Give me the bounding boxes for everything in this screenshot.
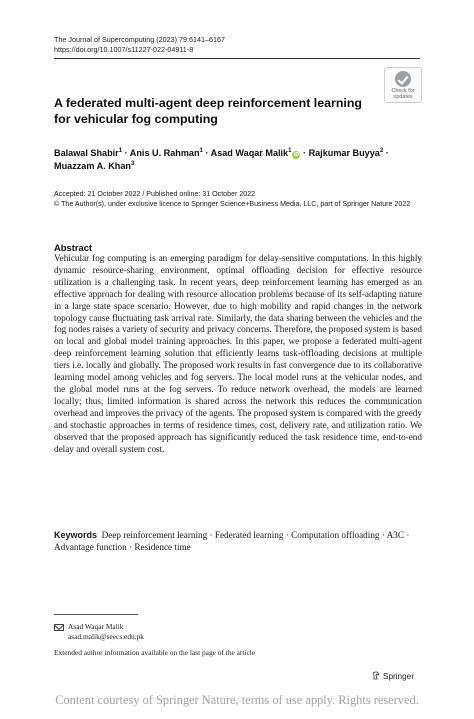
author-separator: ·	[202, 148, 211, 158]
author-affiliation: 1	[199, 147, 203, 154]
author-affiliation: 3	[130, 160, 135, 167]
author-separator: ·	[122, 148, 130, 158]
author-list	[54, 147, 424, 172]
springer-horse-icon	[372, 671, 380, 680]
author-name[interactable]: Anis U. Rahman	[129, 148, 200, 158]
badge-label-2: updates	[393, 94, 413, 100]
orcid-icon[interactable]: iD	[293, 152, 299, 158]
journal-citation: The Journal of Supercomputing (2023) 79:6141–6167	[54, 35, 226, 44]
keywords-label: Keywords	[54, 530, 98, 540]
correspondence-name: Asad Waqar Malik	[68, 622, 124, 631]
author-affiliation: 2	[379, 147, 384, 154]
copyright-notice: © The Author(s), under exclusive licence to Springer Science+Business Media, LLC, part of Springer Nature 2022	[54, 199, 411, 208]
publisher-logo[interactable]	[372, 671, 414, 681]
article-history	[54, 190, 422, 209]
publisher-name: Springer	[383, 672, 414, 681]
correspondence	[54, 622, 144, 641]
author-affiliation: 1	[288, 147, 292, 154]
check-for-updates-badge[interactable]	[384, 67, 422, 103]
doi-link[interactable]: https://doi.org/10.1007/s11227-022-04911-8	[54, 44, 194, 54]
author-name[interactable]: Balawal Shabir	[54, 148, 119, 158]
keywords-section	[54, 530, 422, 554]
mail-icon	[54, 624, 64, 631]
footnote-divider	[54, 614, 138, 615]
publication-dates: Accepted: 21 October 2022 / Published online: 31 October 2022	[54, 190, 256, 198]
author-affiliation: 1	[118, 147, 123, 154]
author-name[interactable]: Muazzam A. Khan	[54, 160, 131, 171]
abstract-text: Vehicular fog computing is an emerging paradigm for delay-sensitive computations. In this highly dynamic resource-sharing environment, optimal offloading decision for effective resource utilization is a challenging task. In recent years, deep reinforcement learning has emerged as an effective approach for dealing with resource allocation problems because of its self-adapting nature in a large state space scenario. However, due to high mobility and rapid changes in the network topology cause fluctuating task arrival rate. Similarly, the data sharing between the vehicles and the fog nodes raises a variety of security and privacy concerns. Therefore, the proposed system is based on local and global model training approaches. In this paper, we propose a federated multi-agent deep reinforcement learning solution that efficiently learns task-offloading decisions at multiple tiers i.e. locally and globally. The proposed work results in fast convergence due to its collaborative learning model among vehicles and fog servers. The local model runs at the vehicular nodes, and the global model runs at the fog servers. To reduce network overhead, the models are learned locally; thus, limited information is shared across the network this reduces the communication overhead and improves the privacy of the agents. The proposed system is compared with the greedy and stochastic approaches in terms of residence times, cost, delivery rate, and utilization ratio. We observed that the proposed approach has significantly reduced the task residence time, end-to-end delay and overall system cost.	[54, 253, 422, 454]
author-separator: ·	[300, 148, 309, 158]
journal-header	[54, 35, 225, 54]
correspondence-email[interactable]: asad.malik@seecs.edu.pk	[68, 631, 144, 641]
check-for-updates-icon	[395, 71, 411, 87]
extended-author-note: Extended author information available on the last page of the article	[54, 648, 256, 657]
author-name[interactable]: Rajkumar Buyya	[308, 148, 380, 158]
keywords-text: Deep reinforcement learning · Federated learning · Computation offloading · A3C · Advantage function · Residence time	[54, 530, 410, 552]
author-name[interactable]: Asad Waqar Malik	[210, 148, 289, 158]
badge-label-1: Check for	[391, 88, 415, 94]
courtesy-watermark: Content courtesy of Springer Nature, terms of use apply. Rights reserved.	[55, 693, 419, 707]
header-divider	[54, 58, 420, 59]
abstract-heading: Abstract	[54, 242, 93, 253]
author-separator: ·	[383, 148, 389, 158]
article-title: A federated multi-agent deep reinforcement learning for vehicular fog computing	[54, 96, 362, 126]
